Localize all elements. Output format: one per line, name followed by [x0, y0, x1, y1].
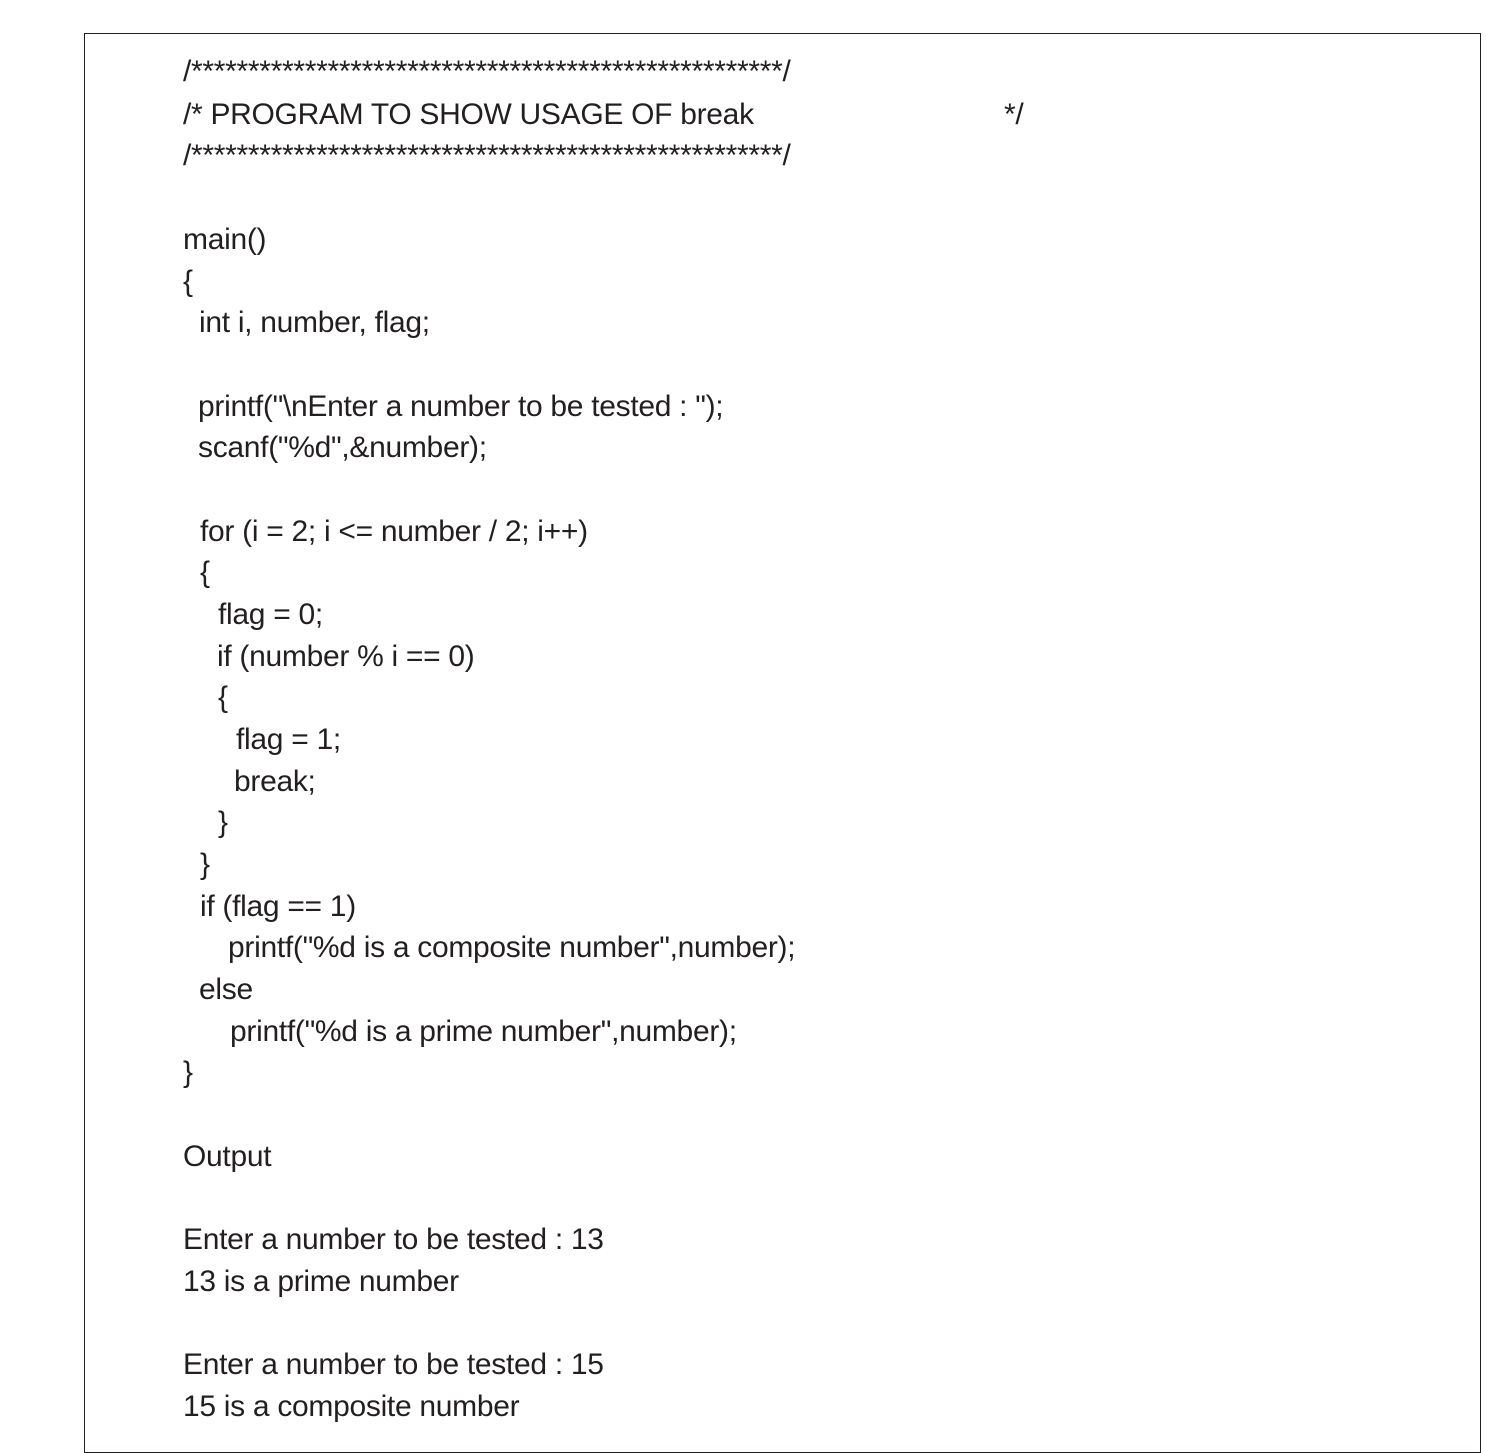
code-line: for (i = 2; i <= number / 2; i++) — [200, 515, 588, 548]
code-line: } — [218, 806, 228, 839]
output-line: 13 is a prime number — [183, 1265, 459, 1298]
code-line: if (number % i == 0) — [217, 640, 475, 673]
code-line: flag = 0; — [218, 598, 323, 631]
code-line: { — [218, 681, 228, 714]
code-line: main() — [183, 223, 267, 256]
comment-close: */ — [1004, 98, 1024, 131]
code-line: int i, number, flag; — [199, 306, 430, 339]
code-line: scanf("%d",&number); — [198, 431, 487, 464]
output-heading: Output — [183, 1140, 272, 1173]
comment-rule-top: /****************************************************/ — [183, 55, 791, 88]
code-line: if (flag == 1) — [200, 890, 356, 923]
code-line: flag = 1; — [236, 723, 341, 756]
code-line: printf("%d is a prime number",number); — [230, 1015, 737, 1048]
code-line: } — [183, 1056, 193, 1089]
comment-title: /* PROGRAM TO SHOW USAGE OF break — [183, 98, 754, 131]
code-line: break; — [234, 765, 316, 798]
code-line: { — [183, 265, 193, 298]
code-line: printf("\nEnter a number to be tested : "); — [198, 390, 724, 423]
comment-rule-bottom: /****************************************************/ — [183, 139, 791, 172]
code-line: else — [199, 973, 253, 1006]
output-line: Enter a number to be tested : 15 — [183, 1348, 604, 1381]
code-line: { — [200, 556, 210, 589]
output-line: Enter a number to be tested : 13 — [183, 1223, 604, 1256]
code-line: printf("%d is a composite number",number); — [228, 931, 796, 964]
code-line: } — [200, 848, 210, 881]
output-line: 15 is a composite number — [183, 1390, 520, 1423]
